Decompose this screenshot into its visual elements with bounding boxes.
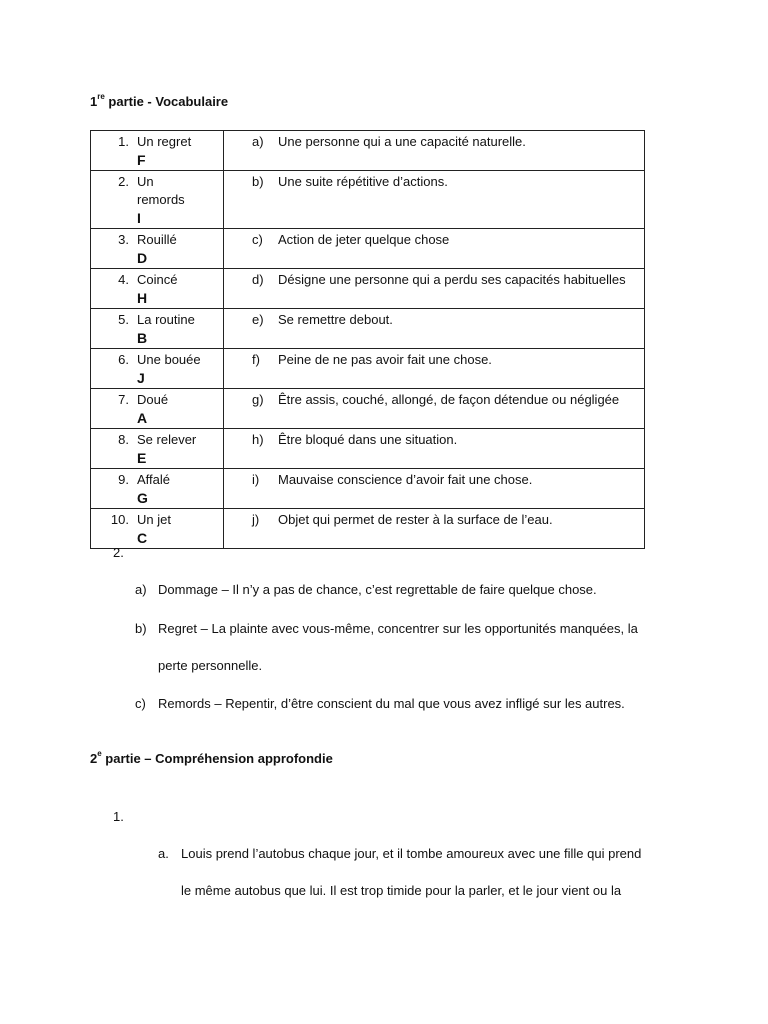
term-number: 1. <box>118 134 129 149</box>
definition-text: Désigne une personne qui a perdu ses capacités habituelles <box>278 272 626 287</box>
definition-cell <box>224 229 645 269</box>
term-text: Doué <box>137 392 169 407</box>
definition-letter: b) <box>252 174 264 189</box>
term-cell <box>91 171 224 229</box>
definition-cell <box>224 269 645 309</box>
part2-question-number: 1. <box>113 809 124 824</box>
definition-cell <box>224 131 645 171</box>
definition-text: Être bloqué dans une situation. <box>278 432 458 447</box>
answer-letter: B <box>137 330 148 346</box>
definition-letter: g) <box>252 392 264 407</box>
term-number: 4. <box>118 272 129 287</box>
term-number: 6. <box>118 352 129 367</box>
part1-heading-superscript: re <box>97 92 105 101</box>
definition-text: Objet qui permet de rester à la surface de l’eau. <box>278 512 553 527</box>
term-text: Rouillé <box>137 232 177 247</box>
answer-letter: E <box>137 450 147 466</box>
part2-heading-number: 2 <box>90 751 98 766</box>
term-text: La routine <box>137 312 195 327</box>
term-cell <box>91 349 224 389</box>
term-text: Se relever <box>137 432 197 447</box>
table-row <box>91 131 645 171</box>
term-cell <box>91 269 224 309</box>
term-cell <box>91 469 224 509</box>
term-number: 5. <box>118 312 129 327</box>
part1-heading <box>90 94 228 109</box>
term-cell <box>91 131 224 171</box>
definition-cell <box>224 171 645 229</box>
section2-number: 2. <box>113 545 124 560</box>
definition-text: Se remettre debout. <box>278 312 393 327</box>
section2-item-text: perte personnelle. <box>158 658 263 673</box>
part2-item-text: Louis prend l’autobus chaque jour, et il tombe amoureux avec une fille qui prend <box>181 846 642 861</box>
term-number: 9. <box>118 472 129 487</box>
vocabulary-table <box>90 130 645 549</box>
part1-heading-text: partie - Vocabulaire <box>104 94 229 109</box>
term-number: 7. <box>118 392 129 407</box>
definition-letter: f) <box>252 352 260 367</box>
answer-letter: F <box>137 152 146 168</box>
definition-letter: j) <box>252 512 260 527</box>
part2-heading-text: partie – Compréhension approfondie <box>101 751 333 766</box>
section2-item-text: Remords – Repentir, d’être conscient du mal que vous avez infligé sur les autres. <box>158 696 625 711</box>
answer-letter: C <box>137 530 148 546</box>
answer-letter: D <box>137 250 148 266</box>
definition-letter: c) <box>252 232 263 247</box>
definition-text: Une suite répétitive d’actions. <box>278 174 448 189</box>
term-cell <box>91 429 224 469</box>
term-cell <box>91 309 224 349</box>
section2-item-letter: a) <box>135 582 147 597</box>
table-row <box>91 171 645 229</box>
term-text: Un jet <box>137 512 171 527</box>
definition-cell <box>224 349 645 389</box>
table-row <box>91 349 645 389</box>
definition-cell <box>224 469 645 509</box>
table-row <box>91 509 645 549</box>
definition-letter: d) <box>252 272 264 287</box>
table-row <box>91 309 645 349</box>
definition-cell <box>224 509 645 549</box>
part1-heading-number: 1 <box>90 94 98 109</box>
definition-letter: h) <box>252 432 264 447</box>
definition-letter: i) <box>252 472 260 487</box>
answer-letter: H <box>137 290 148 306</box>
table-row <box>91 389 645 429</box>
term-cell <box>91 229 224 269</box>
definition-cell <box>224 429 645 469</box>
table-row <box>91 429 645 469</box>
term-cell <box>91 509 224 549</box>
definition-cell <box>224 389 645 429</box>
term-number: 3. <box>118 232 129 247</box>
term-cell <box>91 389 224 429</box>
definition-text: Être assis, couché, allongé, de façon détendue ou négligée <box>278 392 620 407</box>
section2-item-text: Dommage – Il n’y a pas de chance, c’est regrettable de faire quelque chose. <box>158 582 597 597</box>
part2-heading <box>90 751 333 766</box>
term-number: 10. <box>110 512 129 527</box>
section2-item-letter: b) <box>135 621 147 636</box>
part2-item-text: le même autobus que lui. Il est trop timide pour la parler, et le jour vient ou la <box>181 883 622 898</box>
table-row <box>91 469 645 509</box>
part2-heading-superscript: e <box>97 749 102 758</box>
definition-text: Une personne qui a une capacité naturelle. <box>278 134 526 149</box>
answer-letter: I <box>137 210 141 226</box>
answer-letter: A <box>137 410 148 426</box>
definition-text: Mauvaise conscience d’avoir fait une chose. <box>278 472 533 487</box>
section2-item-text: Regret – La plainte avec vous-même, concentrer sur les opportunités manquées, la <box>158 621 638 636</box>
table-row <box>91 229 645 269</box>
term-text: Une bouée <box>137 352 201 367</box>
term-text: Un remords <box>137 174 185 207</box>
section2-item-letter: c) <box>135 696 146 711</box>
answer-letter: G <box>137 490 148 506</box>
term-text: Affalé <box>137 472 171 487</box>
definition-text: Peine de ne pas avoir fait une chose. <box>278 352 492 367</box>
part2-item-letter: a. <box>158 846 169 861</box>
definition-text: Action de jeter quelque chose <box>278 232 450 247</box>
term-text: Coincé <box>137 272 178 287</box>
answer-letter: J <box>137 370 145 386</box>
term-number: 2. <box>118 174 129 189</box>
definition-letter: a) <box>252 134 264 149</box>
definition-letter: e) <box>252 312 264 327</box>
term-text: Un regret <box>137 134 192 149</box>
definition-cell <box>224 309 645 349</box>
term-number: 8. <box>118 432 129 447</box>
table-row <box>91 269 645 309</box>
